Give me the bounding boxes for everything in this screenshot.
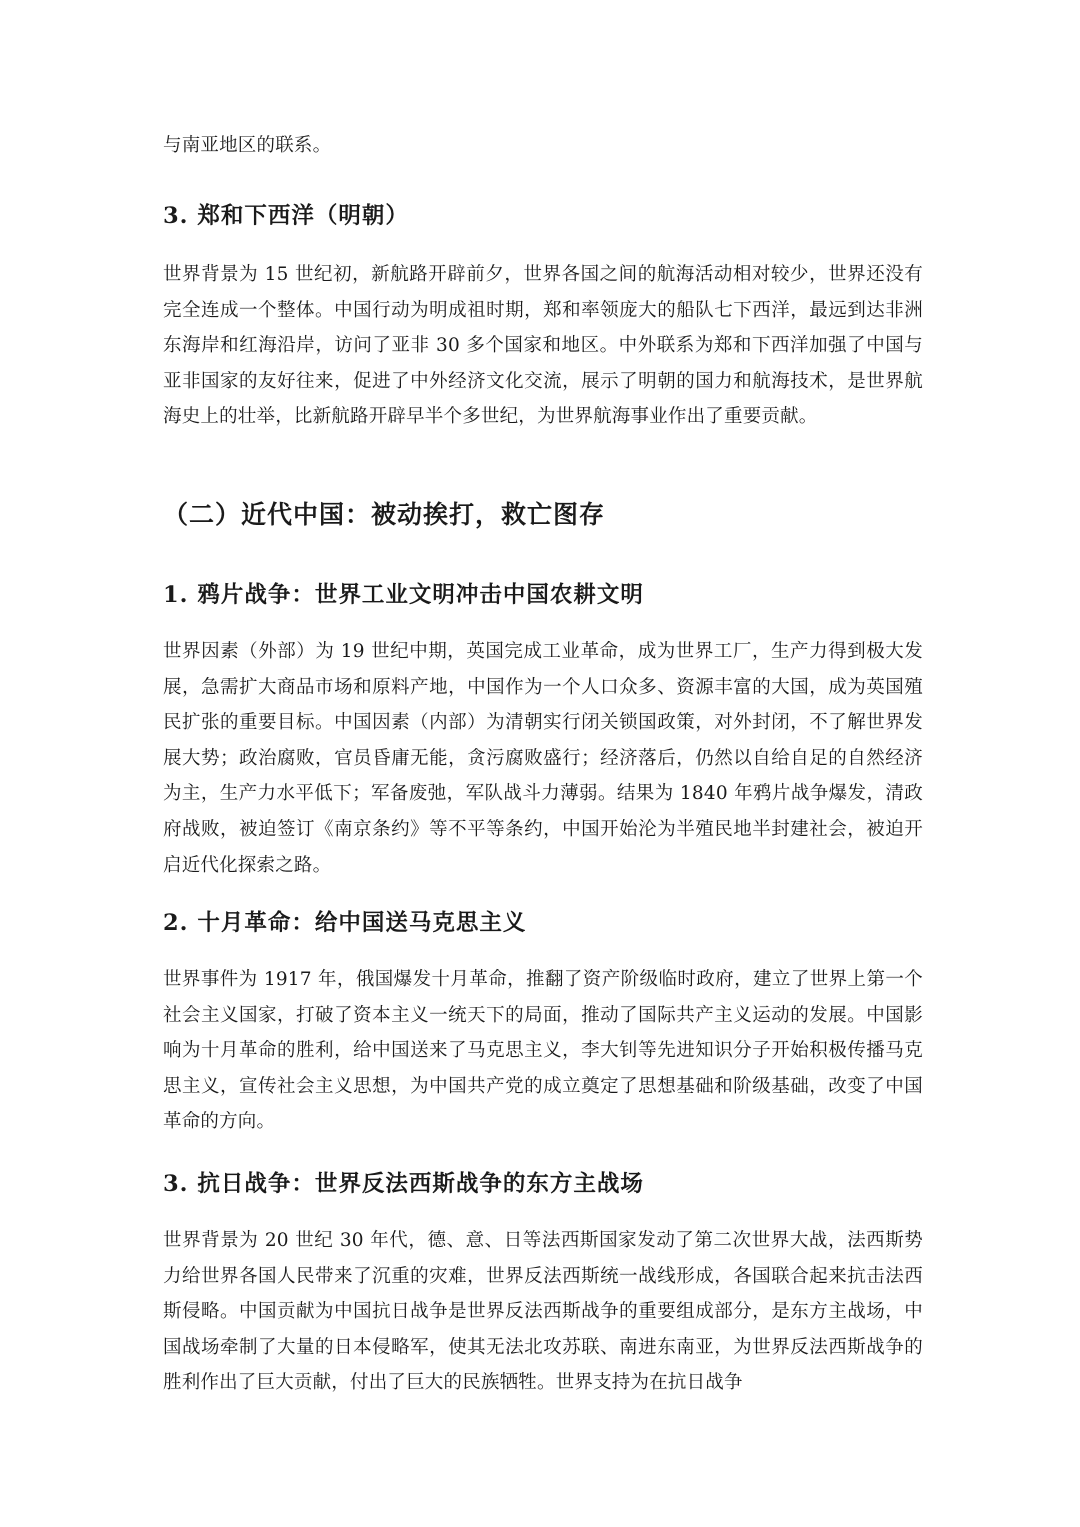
- paragraph-continuation: 与南亚地区的联系。: [163, 135, 332, 156]
- section-heading-modern-china: （二）近代中国：被动挨打，救亡图存: [163, 500, 606, 529]
- paragraph-anti-japanese-war: 世界背景为 20 世纪 30 年代，德、意、日等法西斯国家发动了第二次世界大战，法西斯势力给世界各国人民带来了沉重的灾难，世界反法西斯统一战线形成，各国联合起来抗击法西斯侵略。中国贡献为中国抗日战争是世界反法西斯战争的重要组成部分，是东方主战场，中国战场牵制了大量的日本侵略军，使其无法北攻苏联、南进东南亚，为世界反法西斯战争的胜利作出了巨大贡献，付出了巨大的民族牺牲。世界支持为在抗日战争: [163, 1230, 923, 1394]
- paragraph-zheng-he: 世界背景为 15 世纪初，新航路开辟前夕，世界各国之间的航海活动相对较少，世界还没有完全连成一个整体。中国行动为明成祖时期，郑和率领庞大的船队七下西洋，最远到达非洲东海岸和红海沿岸，访问了亚非 30 多个国家和地区。中外联系为郑和下西洋加强了中国与亚非国家的友好往来，促进了中外经济文化交流，展示了明朝的国力和航海技术，是世界航海史上的壮举，比新航路开辟早半个多世纪，为世界航海事业作出了重要贡献。: [163, 264, 923, 428]
- paragraph-opium-war: 世界因素（外部）为 19 世纪中期，英国完成工业革命，成为世界工厂，生产力得到极大发展，急需扩大商品市场和原料产地，中国作为一个人口众多、资源丰富的大国，成为英国殖民扩张的重要目标。中国因素（内部）为清朝实行闭关锁国政策，对外封闭，不了解世界发展大势；政治腐败，官员昏庸无能，贪污腐败盛行；经济落后，仍然以自给自足的自然经济为主，生产力水平低下；军备废弛，军队战斗力薄弱。结果为 1840 年鸦片战争爆发，清政府战败，被迫签订《南京条约》等不平等条约，中国开始沦为半殖民地半封建社会，被迫开启近代化探索之路。: [163, 641, 923, 876]
- paragraph-october-revolution: 世界事件为 1917 年，俄国爆发十月革命，推翻了资产阶级临时政府，建立了世界上第一个社会主义国家，打破了资本主义一统天下的局面，推动了国际共产主义运动的发展。中国影响为十月革命的胜利，给中国送来了马克思主义，李大钊等先进知识分子开始积极传播马克思主义，宣传社会主义思想，为中国共产党的成立奠定了思想基础和阶级基础，改变了中国革命的方向。: [163, 969, 923, 1133]
- heading-october-revolution: 2. 十月革命：给中国送马克思主义: [163, 910, 527, 936]
- heading-opium-war: 1. 鸦片战争：世界工业文明冲击中国农耕文明: [163, 582, 644, 608]
- heading-zheng-he: 3. 郑和下西洋（明朝）: [163, 203, 409, 229]
- heading-anti-japanese-war: 3. 抗日战争：世界反法西斯战争的东方主战场: [163, 1171, 644, 1197]
